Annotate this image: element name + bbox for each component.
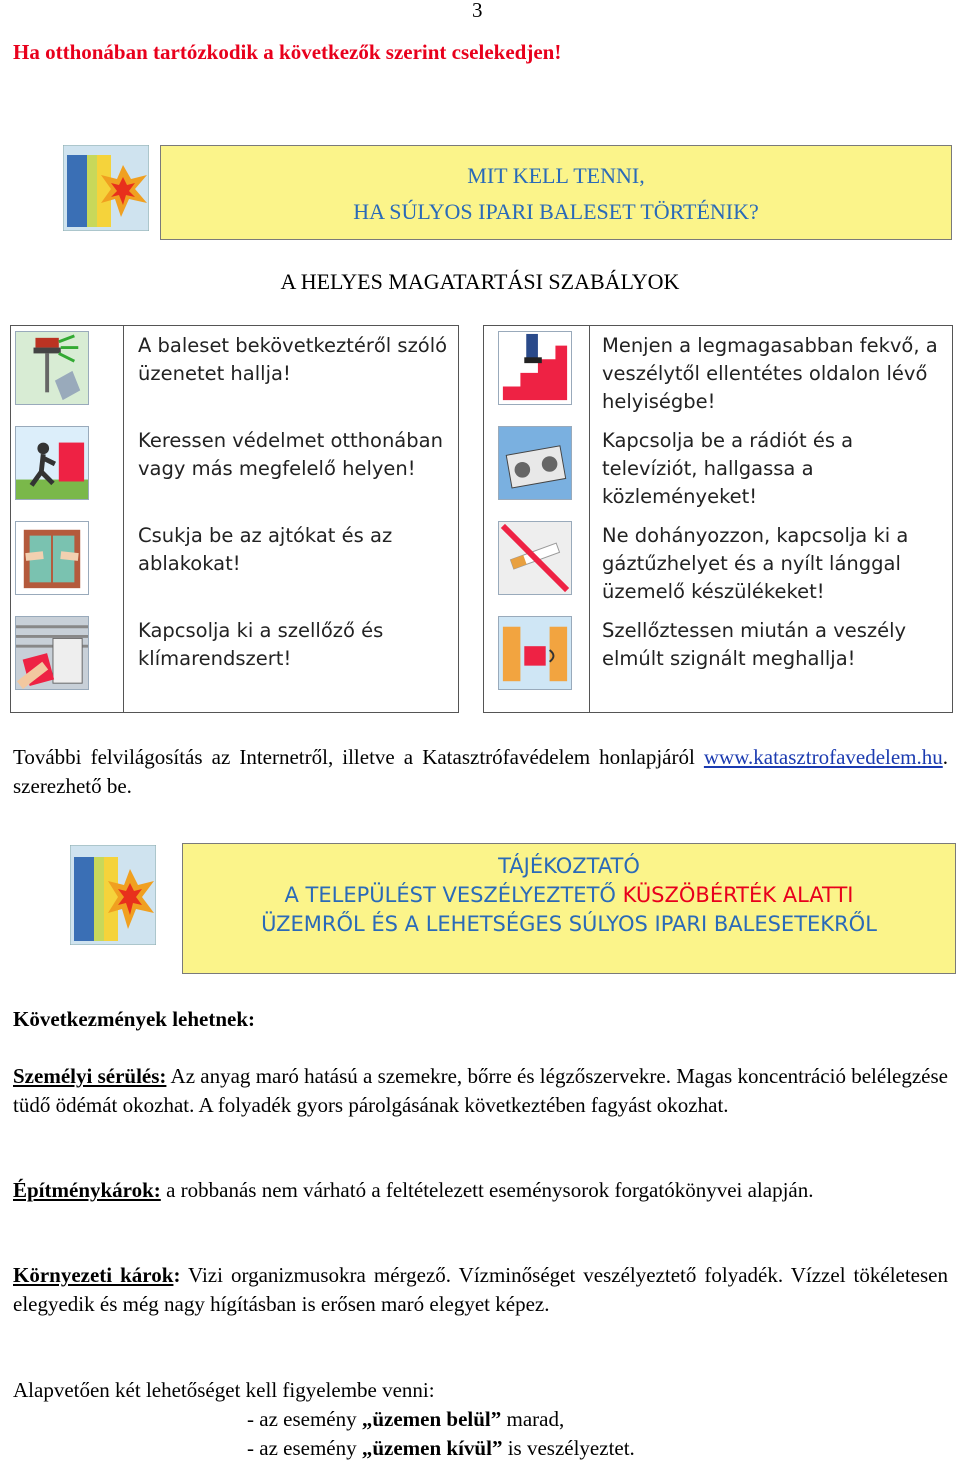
page-number: 3 xyxy=(472,0,483,22)
option-inside: - az esemény „üzemen belül” marad, xyxy=(247,1407,565,1431)
building-damage-paragraph xyxy=(13,1176,948,1205)
basic-options-block xyxy=(13,1376,948,1463)
rule-seek-shelter: Keressen védelmet otthonában vagy más megfelelő helyen! xyxy=(138,429,443,480)
radio-icon xyxy=(498,426,572,500)
no-smoking-icon xyxy=(498,521,572,595)
banner-line1: MIT KELL TENNI, xyxy=(467,163,645,188)
explosion-icon-2 xyxy=(70,845,156,945)
more-info-text: További felvilágosítás az Internetről, illetve a Katasztrófavédelem honlapjáról xyxy=(13,745,695,769)
environmental-damage-text: Vizi organizmusokra mérgező. Vízminőséget veszélyeztető folyadék. Vízzel tökéletesen elegyedik és még nagy hígításban is erősen maró elegyet képez. xyxy=(13,1263,948,1316)
intro-heading: Ha otthonában tartózkodik a következők szerint cselekedjen! xyxy=(13,40,562,64)
stairs-icon xyxy=(498,331,572,405)
info-banner-title: TÁJÉKOZTATÓ xyxy=(498,854,640,878)
banner-line2: HA SÚLYOS IPARI BALESET TÖRTÉNIK? xyxy=(353,199,759,224)
info-banner-line2: A TELEPÜLÉST VESZÉLYEZTETŐ KÜSZÖBÉRTÉK ALATTI xyxy=(284,883,854,907)
shelter-icon xyxy=(15,426,89,500)
environmental-damage-colon: : xyxy=(173,1263,181,1287)
left-text-column xyxy=(124,326,459,713)
rule-go-upstairs: Menjen a legmagasabban fekvő, a veszélytől ellentétes oldalon lévő helyiségbe! xyxy=(602,334,938,413)
rule-turn-on-radio: Kapcsolja be a rádiót és a televíziót, hallgassa a közleményeket! xyxy=(602,429,854,508)
switch-off-icon xyxy=(15,616,89,690)
building-damage-label: Építménykárok: xyxy=(13,1178,161,1202)
rule-switch-off-ventilation: Kapcsolja ki a szellőző és klímarendszert! xyxy=(138,619,384,670)
more-info-paragraph xyxy=(13,743,948,801)
right-icons-column xyxy=(484,326,590,713)
consequences-heading: Következmények lehetnek: xyxy=(13,1007,256,1031)
rule-ventilate-after: Szellőztessen miután a veszély elmúlt szignált meghallja! xyxy=(602,619,907,670)
environmental-damage-label: Környezeti károk xyxy=(13,1263,174,1287)
right-text-column xyxy=(590,326,953,713)
what-to-do-banner xyxy=(160,145,952,240)
option-outside: - az esemény „üzemen kívül” is veszélyeztet. xyxy=(247,1436,635,1460)
window-icon xyxy=(15,521,89,595)
rule-close-windows: Csukja be az ajtókat és az ablakokat! xyxy=(138,524,393,575)
open-window-icon xyxy=(498,616,572,690)
left-icons-column xyxy=(11,326,124,713)
website-link[interactable]: www.katasztrofavedelem.hu xyxy=(703,745,943,769)
personal-injury-paragraph xyxy=(13,1062,948,1120)
environmental-damage-paragraph xyxy=(13,1261,948,1319)
column-gap xyxy=(459,326,484,713)
personal-injury-label: Személyi sérülés: xyxy=(13,1064,167,1088)
siren-icon xyxy=(15,331,89,405)
personal-injury-text: Az anyag maró hatású a szemekre, bőrre és légzőszervekre. Magas koncentráció belélegzése tüdő ödémát okozhat. A folyadék gyors párolgásának következtében fagyást okozhat. xyxy=(13,1064,948,1117)
rules-title: A HELYES MAGATARTÁSI SZABÁLYOK xyxy=(280,269,680,294)
explosion-icon xyxy=(63,145,149,231)
rules-table xyxy=(10,325,953,713)
basic-options-intro: Alapvetően két lehetőséget kell figyelembe venni: xyxy=(13,1378,435,1402)
more-info-tail: . szerezhető be. xyxy=(13,745,949,798)
info-banner xyxy=(182,843,956,974)
building-damage-text: a robbanás nem várható a feltételezett eseménysorok forgatókönyvei alapján. xyxy=(160,1178,814,1202)
rule-no-smoking: Ne dohányozzon, kapcsolja ki a gáztűzhelyet és a nyílt lánggal üzemelő készülékeket! xyxy=(602,524,909,603)
info-banner-line3: ÜZEMRŐL ÉS A LEHETSÉGES SÚLYOS IPARI BALESETEKRŐL xyxy=(261,912,877,936)
threshold-text: KÜSZÖBÉRTÉK ALATTI xyxy=(622,883,854,907)
rule-hear-warning: A baleset bekövetkeztéről szóló üzenetet hallja! xyxy=(138,334,448,385)
